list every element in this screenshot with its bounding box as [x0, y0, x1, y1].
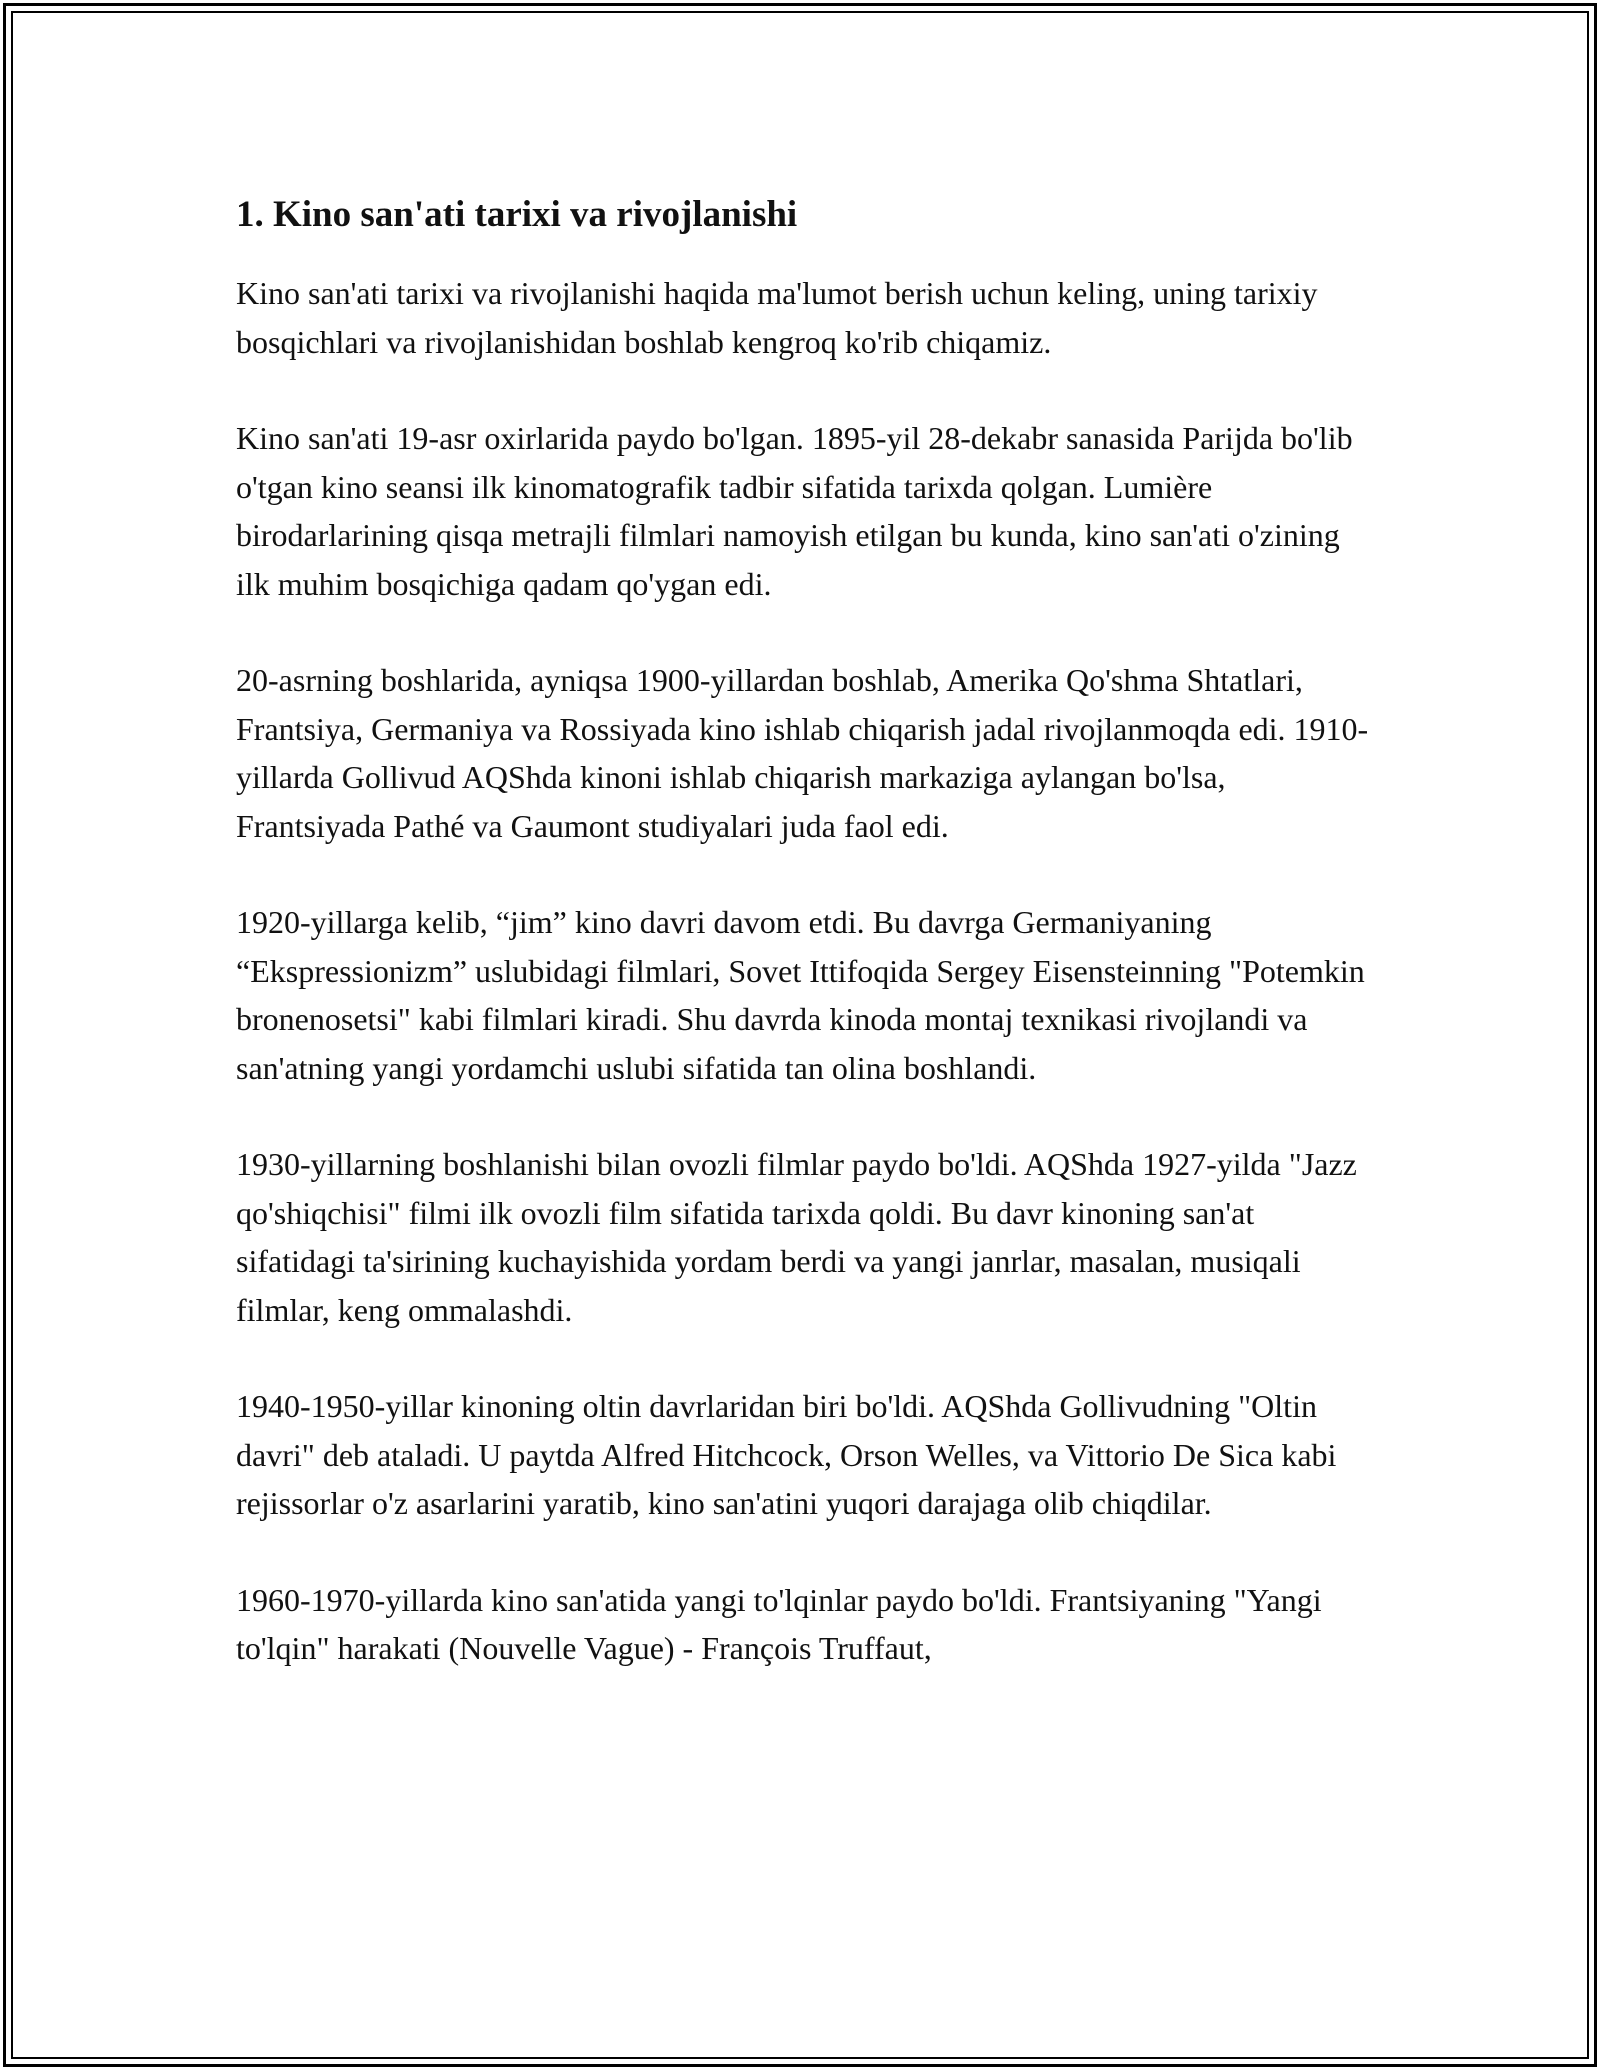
paragraph-19th-century: Kino san'ati 19-asr oxirlarida paydo bo'lgan. 1895-yil 28-dekabr sanasida Parijda bo'lib o'tgan kino seansi ilk kinomatografik tadbir sifatida tarixda qolgan. Lumière birodarlarining qisqa metrajli filmlari namoyish etilgan bu kunda, kino san'ati o'zining ilk muhim bosqichiga qadam qo'ygan edi. — [236, 420, 1353, 602]
section-heading: 1. Kino san'ati tarixi va rivojlanishi — [236, 194, 798, 235]
paragraph-1940s-1950s: 1940-1950-yillar kinoning oltin davrlaridan biri bo'ldi. AQShda Gollivudning "Oltin davri" deb ataladi. U paytda Alfred Hitchcock, Orson Welles, va Vittorio De Sica kabi rejissorlar o'z asarlarini yaratib, kino san'atini yuqori darajaga olib chiqdilar. — [236, 1388, 1337, 1521]
paragraph-early-20th-century: 20-asrning boshlarida, ayniqsa 1900-yillardan boshlab, Amerika Qo'shma Shtatlari, Frantsiya, Germaniya va Rossiyada kino ishlab chiqarish jadal rivojlanmoqda edi. 1910-yillarda Gollivud AQShda kinoni ishlab chiqarish markaziga aylangan bo'lsa, Frantsiyada Pathé va Gaumont studiyalari juda faol edi. — [236, 662, 1369, 844]
paragraph-1960s-1970s: 1960-1970-yillarda kino san'atida yangi to'lqinlar paydo bo'ldi. Frantsiyaning "Yangi to'lqin" harakati (Nouvelle Vague) - François Truffaut, — [236, 1581, 1322, 1666]
document-body — [236, 185, 1376, 1721]
paragraph-1920s: 1920-yillarga kelib, “jim” kino davri davom etdi. Bu davrga Germaniyaning “Ekspressionizm” uslubidagi filmlari, Sovet Ittifoqida Sergey Eisensteinning "Potemkin bronenosetsi" kabi filmlari kiradi. Shu davrda kinoda montaj texnikasi rivojlandi va san'atning yangi yordamchi uslubi sifatida tan olina boshlandi. — [236, 904, 1365, 1086]
paragraph-1930s: 1930-yillarning boshlanishi bilan ovozli filmlar paydo bo'ldi. AQShda 1927-yilda "Jazz qo'shiqchisi" filmi ilk ovozli film sifatida tarixda qoldi. Bu davr kinoning san'at sifatidagi ta'sirining kuchayishida yordam berdi va yangi janrlar, masalan, musiqali filmlar, keng ommalashdi. — [236, 1146, 1357, 1328]
paragraph-intro: Kino san'ati tarixi va rivojlanishi haqida ma'lumot berish uchun keling, uning tarixiy bosqichlari va rivojlanishidan boshlab kengroq ko'rib chiqamiz. — [236, 275, 1318, 360]
